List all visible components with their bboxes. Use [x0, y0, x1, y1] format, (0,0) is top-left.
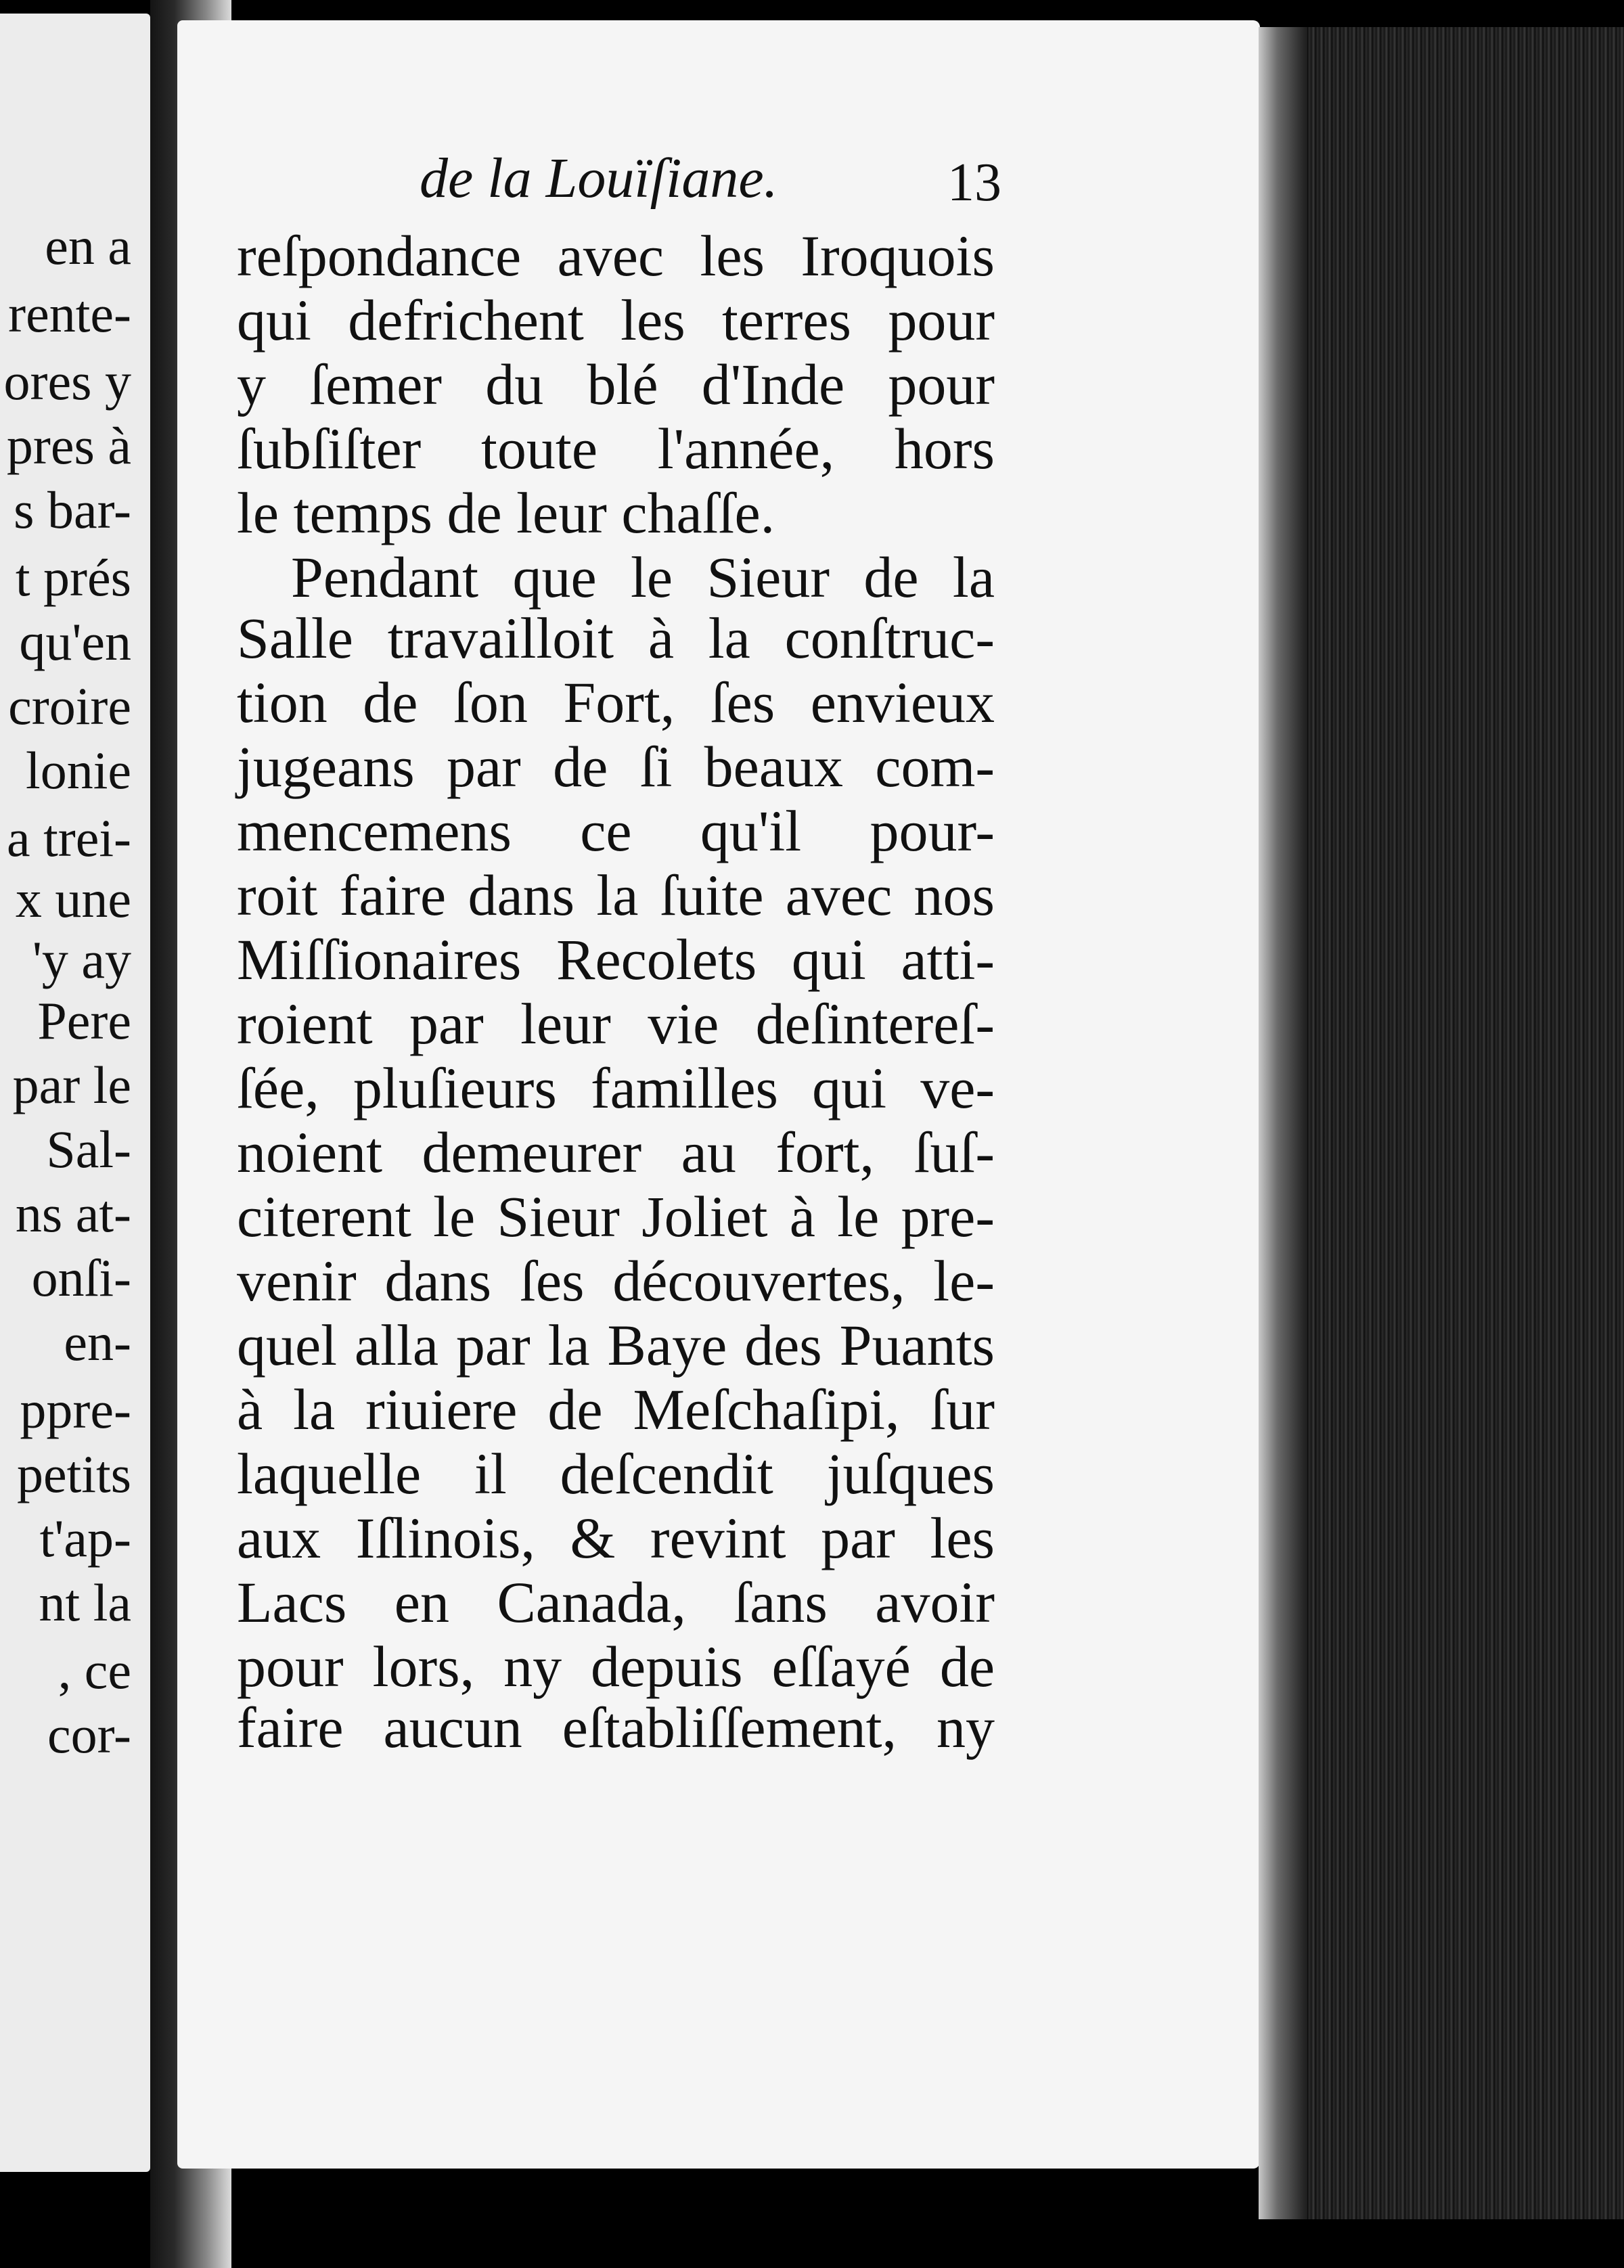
left-page-fragment: t prés	[15, 548, 131, 607]
page-number: 13	[947, 153, 1001, 212]
left-page-fragment: lonie	[26, 741, 131, 800]
text-line: qui defrichent les terres pour	[237, 288, 995, 353]
text-line: noient demeurer au fort, ſuſ-	[237, 1120, 995, 1185]
text-line: Lacs en Canada, ſans avoir	[237, 1570, 995, 1635]
left-page-fragment: en-	[64, 1313, 131, 1371]
text-line: laquelle il deſcendit juſques	[237, 1441, 995, 1506]
text-line: y ſemer du blé d'Inde pour	[237, 352, 995, 417]
left-page	[0, 14, 150, 2172]
left-page-fragment: en a	[45, 217, 131, 275]
left-page-fragment: nt la	[39, 1573, 131, 1632]
left-page-fragment: t'ap-	[39, 1509, 131, 1568]
left-page-fragment: a trei-	[6, 809, 131, 867]
text-line: roient par leur vie deſintereſ-	[237, 991, 995, 1056]
text-line: le temps de leur chaſſe.	[237, 480, 775, 545]
text-line: ſubſiſter toute l'année, hors	[237, 416, 995, 481]
text-line: roit faire dans la ſuite avec nos	[237, 863, 995, 928]
left-page-fragment: qu'en	[19, 612, 131, 671]
left-page-fragment: s bar-	[14, 480, 131, 539]
left-page-fragment: pres à	[6, 416, 131, 475]
text-line: aux Iſlinois, & revint par les	[237, 1505, 995, 1570]
left-page-fragment: ns at-	[15, 1184, 131, 1243]
page-edges	[1259, 27, 1624, 2219]
running-head: de la Louïſiane.	[420, 147, 778, 210]
left-page-fragment: ppre-	[20, 1380, 131, 1439]
left-page-fragment: petits	[17, 1445, 131, 1503]
text-line: tion de ſon Fort, ſes envieux	[237, 670, 995, 735]
left-page-fragment: Sal-	[46, 1120, 131, 1179]
text-line: citerent le Sieur Joliet à le pre-	[237, 1184, 995, 1249]
text-line: mencemens ce qu'il pour-	[237, 798, 995, 863]
text-line: Miſſionaires Recolets qui atti-	[237, 927, 995, 992]
text-line: Salle travailloit à la conſtruc-	[237, 606, 995, 671]
text-line: quel alla par la Baye des Puants	[237, 1313, 995, 1378]
text-line: pour lors, ny depuis eſſayé de	[237, 1634, 995, 1699]
left-page-fragment: onſi-	[31, 1248, 131, 1307]
left-page-fragment: croire	[8, 677, 131, 735]
text-line: reſpondance avec les Iroquois	[237, 223, 995, 288]
left-page-fragment: ores y	[3, 352, 131, 411]
left-page-fragment: rente-	[8, 284, 131, 343]
text-line: ſée, pluſieurs familles qui ve-	[237, 1056, 995, 1120]
left-page-fragment: Pere	[37, 991, 131, 1050]
text-line: Pendant que le Sieur de la	[291, 545, 995, 610]
left-page-fragment: x une	[15, 869, 131, 928]
left-page-fragment: 'y ay	[32, 930, 131, 989]
text-line: faire aucun eſtabliſſement, ny	[237, 1695, 995, 1760]
left-page-fragment: par le	[12, 1056, 131, 1114]
left-page-fragment: , ce	[58, 1641, 131, 1700]
left-page-fragment: cor-	[47, 1705, 131, 1764]
text-line: venir dans ſes découvertes, le-	[237, 1248, 995, 1313]
text-line: jugeans par de ſi beaux com-	[237, 734, 995, 799]
text-line: à la riuiere de Meſchaſipi, ſur	[237, 1377, 995, 1442]
